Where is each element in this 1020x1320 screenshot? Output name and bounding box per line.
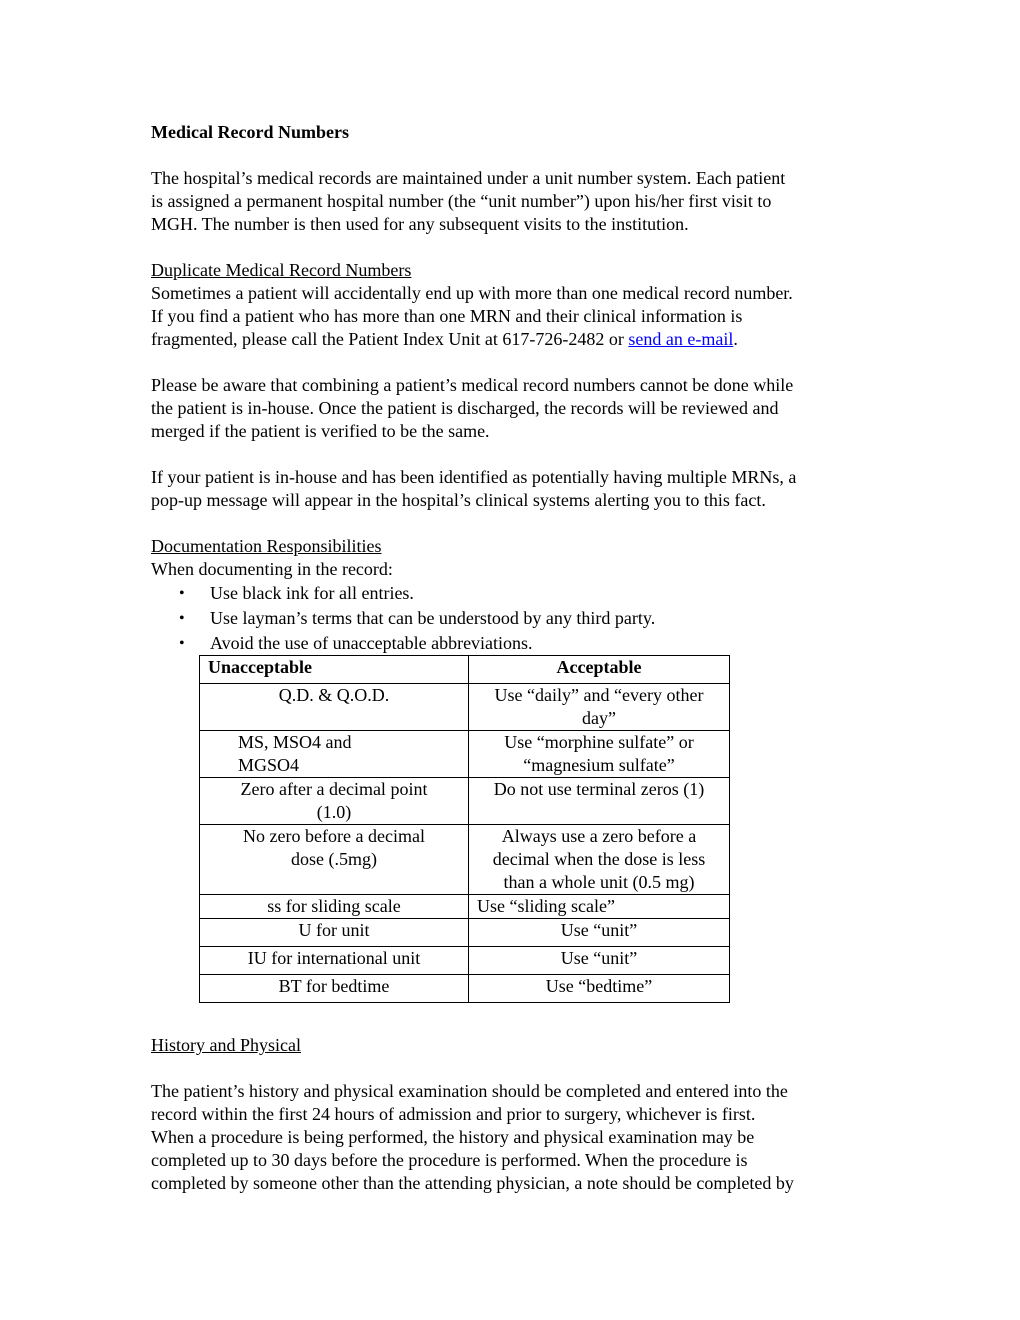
- table-row: [200, 947, 730, 975]
- table-row: [200, 975, 730, 1003]
- combine-line: Please be aware that combining a patient’s medical record numbers cannot be done while: [151, 375, 794, 395]
- cell-unacceptable: [200, 919, 469, 947]
- cell-line: U for unit: [298, 920, 370, 940]
- bullet-dot-icon: •: [179, 585, 185, 602]
- cell-line: day”: [582, 708, 616, 728]
- cell-acceptable: [469, 778, 730, 825]
- cell-line: Zero after a decimal point: [240, 779, 428, 799]
- header-acceptable: Acceptable: [469, 656, 730, 684]
- cell-acceptable: [469, 919, 730, 947]
- cell-line: Always use a zero before a: [501, 826, 697, 846]
- inhouse-line: pop-up message will appear in the hospital’s clinical systems alerting you to this fact.: [151, 490, 766, 510]
- history-line: completed up to 30 days before the procedure is performed. When the procedure is: [151, 1150, 748, 1170]
- history-heading: History and Physical: [151, 1035, 301, 1055]
- duplicate-paragraph: [151, 282, 881, 351]
- bullet-item: [151, 607, 881, 632]
- cell-line: dose (.5mg): [291, 849, 377, 869]
- cell-line: (1.0): [316, 802, 352, 822]
- intro-line: The hospital’s medical records are maintained under a unit number system. Each patient: [151, 168, 786, 188]
- cell-line: Use “unit”: [560, 948, 638, 968]
- cell-unacceptable: [200, 731, 469, 778]
- duplicate-last-line: [151, 328, 881, 351]
- bullet-text: Use layman’s terms that can be understood by any third party.: [210, 608, 656, 628]
- bullet-text: Use black ink for all entries.: [210, 583, 414, 603]
- cell-line: decimal when the dose is less: [492, 849, 706, 869]
- duplicate-heading: Duplicate Medical Record Numbers: [151, 260, 412, 280]
- intro-line: is assigned a permanent hospital number (the “unit number”) upon his/her first visit to: [151, 191, 772, 211]
- cell-acceptable: [469, 731, 730, 778]
- duplicate-last-prefix: fragmented, please call the Patient Index Unit at 617-726-2482 or: [151, 329, 629, 349]
- cell-line: Do not use terminal zeros (1): [493, 779, 705, 799]
- cell-unacceptable: [200, 947, 469, 975]
- combine-line: the patient is in-house. Once the patient is discharged, the records will be reviewed and: [151, 398, 779, 418]
- cell-line: Use “bedtime”: [545, 976, 653, 996]
- cell-acceptable: [469, 684, 730, 731]
- duplicate-last-suffix: .: [733, 329, 738, 349]
- duplicate-line: Sometimes a patient will accidentally end up with more than one medical record number.: [151, 283, 793, 303]
- combine-paragraph: [151, 374, 881, 443]
- bullet-item: [151, 632, 881, 657]
- intro-paragraph: [151, 167, 881, 236]
- table-row: [200, 731, 730, 778]
- cell-unacceptable: [200, 778, 469, 825]
- cell-unacceptable: [200, 825, 469, 895]
- cell-unacceptable: [200, 895, 469, 919]
- cell-line: MGSO4: [238, 755, 300, 775]
- history-line: record within the first 24 hours of admission and prior to surgery, whichever is first.: [151, 1104, 756, 1124]
- cell-line: No zero before a decimal: [243, 826, 425, 846]
- cell-line: IU for international unit: [247, 948, 421, 968]
- send-email-link[interactable]: send an e-mail: [628, 329, 734, 349]
- inhouse-line: If your patient is in-house and has been identified as potentially having multiple MRNs, a: [151, 467, 797, 487]
- cell-unacceptable: [200, 975, 469, 1003]
- combine-line: merged if the patient is verified to be the same.: [151, 421, 490, 441]
- history-line: When a procedure is being performed, the history and physical examination may be: [151, 1127, 755, 1147]
- header-unacceptable: Unacceptable: [200, 656, 469, 684]
- intro-line: MGH. The number is then used for any subsequent visits to the institution.: [151, 214, 689, 234]
- history-line: completed by someone other than the attending physician, a note should be completed by: [151, 1173, 794, 1193]
- documentation-heading: Documentation Responsibilities: [151, 536, 382, 556]
- table-row: [200, 825, 730, 895]
- cell-acceptable: [469, 975, 730, 1003]
- bullet-item: [151, 582, 881, 607]
- table-row: [200, 684, 730, 731]
- cell-line: “magnesium sulfate”: [523, 755, 675, 775]
- inhouse-paragraph: [151, 466, 881, 512]
- table-header-row: [200, 656, 730, 684]
- cell-line: MS, MSO4 and: [238, 732, 352, 752]
- table-row: [200, 919, 730, 947]
- page-title: Medical Record Numbers: [151, 122, 349, 142]
- cell-line: ss for sliding scale: [267, 896, 401, 916]
- history-paragraph: [151, 1080, 881, 1195]
- cell-line: Use “morphine sulfate” or: [504, 732, 694, 752]
- cell-line: Q.D. & Q.O.D.: [278, 685, 390, 705]
- cell-acceptable: [469, 947, 730, 975]
- table-row: [200, 778, 730, 825]
- cell-acceptable: [469, 895, 730, 919]
- cell-line: Use “unit”: [560, 920, 638, 940]
- documentation-bullet-list: [151, 582, 881, 657]
- bullet-text: Avoid the use of unacceptable abbreviations.: [210, 633, 533, 653]
- table-row: [200, 895, 730, 919]
- cell-line: Use “daily” and “every other: [494, 685, 704, 705]
- cell-line: BT for bedtime: [278, 976, 390, 996]
- cell-acceptable: [469, 825, 730, 895]
- documentation-intro: When documenting in the record:: [151, 559, 393, 579]
- cell-unacceptable: [200, 684, 469, 731]
- bullet-dot-icon: •: [179, 610, 185, 627]
- history-line: The patient’s history and physical examination should be completed and entered into the: [151, 1081, 788, 1101]
- cell-line: Use “sliding scale”: [477, 896, 615, 916]
- duplicate-line: If you find a patient who has more than one MRN and their clinical information is: [151, 306, 743, 326]
- cell-line: than a whole unit (0.5 mg): [503, 872, 695, 892]
- abbreviation-table: [199, 655, 730, 1003]
- bullet-dot-icon: •: [179, 635, 185, 652]
